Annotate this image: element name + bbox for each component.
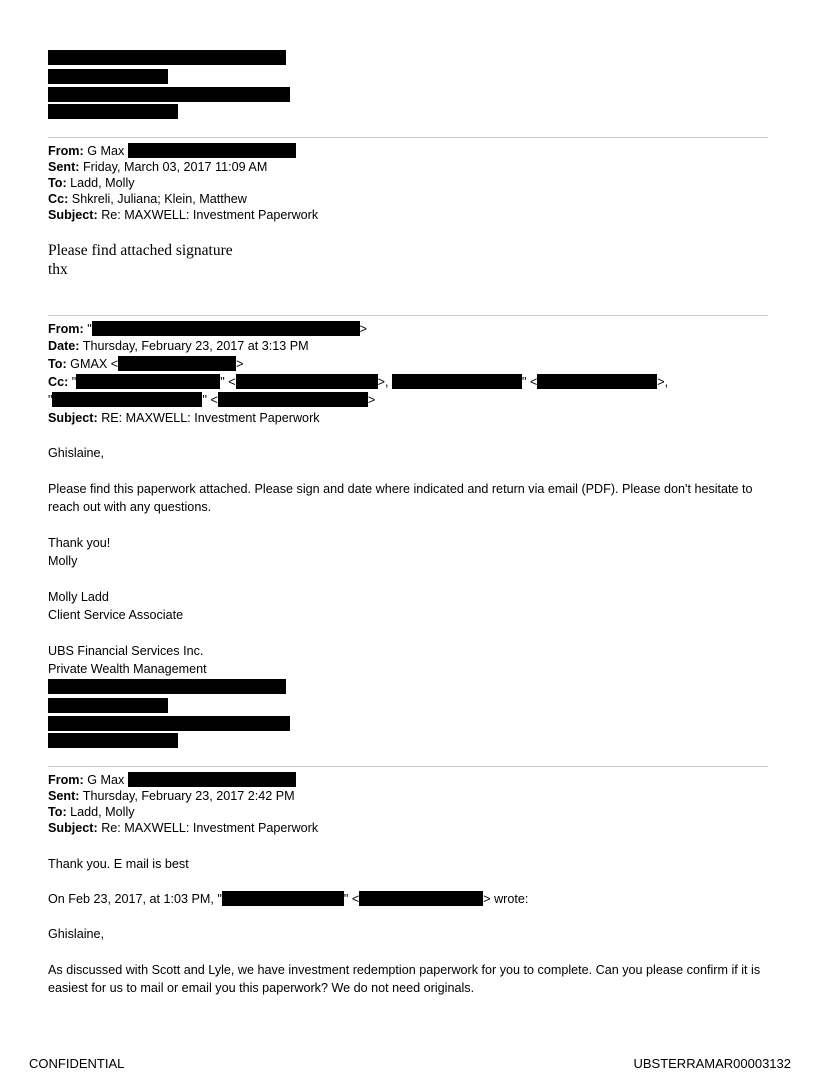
redaction-block <box>359 891 483 906</box>
redaction-block <box>222 891 344 906</box>
from-value: G Max <box>87 773 125 787</box>
to-bracket: > <box>236 357 244 371</box>
email1-subject <box>48 206 318 224</box>
cc-quote: " <box>48 393 53 407</box>
email3-body: Thank you. E mail is best <box>48 857 189 871</box>
cc-value: Shkreli, Juliana; Klein, Matthew <box>71 192 247 206</box>
redaction-block <box>128 772 296 787</box>
sent-value: Friday, March 03, 2017 11:09 AM <box>82 160 268 174</box>
quote-prefix: On Feb 23, 2017, at 1:03 PM, " <box>48 892 222 906</box>
email1-body-line2: thx <box>48 261 68 278</box>
email-divider <box>48 315 768 316</box>
sent-label: Sent: <box>48 160 80 174</box>
subject-value: Re: MAXWELL: Investment Paperwork <box>101 821 319 835</box>
email2-greeting: Ghislaine, <box>48 446 105 460</box>
email2-cc-line2 <box>48 391 375 409</box>
signature-title: Client Service Associate <box>48 608 184 622</box>
cc-label: Cc: <box>48 375 69 389</box>
email2-from <box>48 320 367 338</box>
email2-body: Please find this paperwork attached. Please sign and date where indicated and return via email (PDF). Please don't hesitate to reach out with any questions. <box>48 482 753 514</box>
email3-quoted-body: As discussed with Scott and Lyle, we have investment redemption paperwork for you to complete. Can you please confirm if it is easiest for us to mail or email you this paperwork? We do not need originals. <box>48 963 761 995</box>
redaction-block <box>236 374 378 389</box>
sent-value: Thursday, February 23, 2017 2:42 PM <box>82 789 295 803</box>
redaction-block <box>392 374 522 389</box>
from-quote: " <box>87 322 92 336</box>
email3-quote-header <box>48 890 528 908</box>
to-value: Ladd, Molly <box>70 176 135 190</box>
redaction-block <box>537 374 657 389</box>
cc-separator: >, <box>657 375 669 389</box>
subject-label: Subject: <box>48 411 98 425</box>
cc-separator: >, <box>377 375 389 389</box>
from-value: G Max <box>87 144 125 158</box>
to-label: To: <box>48 357 67 371</box>
email2-signoff: Molly <box>48 554 78 568</box>
cc-quote: " < <box>521 375 538 389</box>
email-divider <box>48 137 768 138</box>
subject-value: RE: MAXWELL: Investment Paperwork <box>101 411 320 425</box>
redaction-block <box>128 143 296 158</box>
redaction-block <box>48 679 286 694</box>
email2-thanks: Thank you! <box>48 536 111 550</box>
signature-company: UBS Financial Services Inc. <box>48 644 204 658</box>
redaction-block <box>48 69 168 84</box>
redaction-block <box>92 321 360 336</box>
redaction-block <box>48 716 290 731</box>
subject-label: Subject: <box>48 208 98 222</box>
email3-quoted-greeting: Ghislaine, <box>48 927 105 941</box>
email2-subject <box>48 409 320 427</box>
cc-quote: " <box>71 375 77 389</box>
date-label: Date: <box>48 339 80 353</box>
signature-division: Private Wealth Management <box>48 662 207 676</box>
to-prefix: GMAX < <box>70 357 119 371</box>
quote-suffix: > wrote: <box>483 892 529 906</box>
redaction-block <box>218 392 368 407</box>
to-label: To: <box>48 176 67 190</box>
from-label: From: <box>48 322 84 336</box>
footer-bates-number: UBSTERRAMAR00003132 <box>633 1056 791 1071</box>
from-bracket: > <box>359 322 368 336</box>
to-value: Ladd, Molly <box>70 805 135 819</box>
redaction-block <box>48 698 168 713</box>
from-label: From: <box>48 773 84 787</box>
redaction-block <box>118 356 236 371</box>
redaction-block <box>48 87 290 102</box>
cc-quote: " < <box>220 375 236 389</box>
email2-cc <box>48 373 668 391</box>
redaction-block <box>48 733 178 748</box>
redaction-block <box>48 104 178 119</box>
redaction-block <box>76 374 220 389</box>
email2-to <box>48 355 243 373</box>
redaction-block <box>48 50 286 65</box>
subject-label: Subject: <box>48 821 98 835</box>
cc-label: Cc: <box>48 192 69 206</box>
email-divider <box>48 766 768 767</box>
date-value: Thursday, February 23, 2017 at 3:13 PM <box>82 339 309 353</box>
cc-quote: " < <box>202 393 218 407</box>
email3-subject <box>48 819 318 837</box>
cc-bracket: > <box>367 393 376 407</box>
signature-name: Molly Ladd <box>48 590 109 604</box>
subject-value: Re: MAXWELL: Investment Paperwork <box>101 208 319 222</box>
sent-label: Sent: <box>48 789 80 803</box>
from-label: From: <box>48 144 84 158</box>
quote-mid: " < <box>343 892 360 906</box>
redaction-block <box>52 392 202 407</box>
email2-date <box>48 337 309 355</box>
footer-confidential: CONFIDENTIAL <box>29 1056 125 1071</box>
to-label: To: <box>48 805 67 819</box>
email1-body-line1: Please find attached signature <box>48 242 233 259</box>
